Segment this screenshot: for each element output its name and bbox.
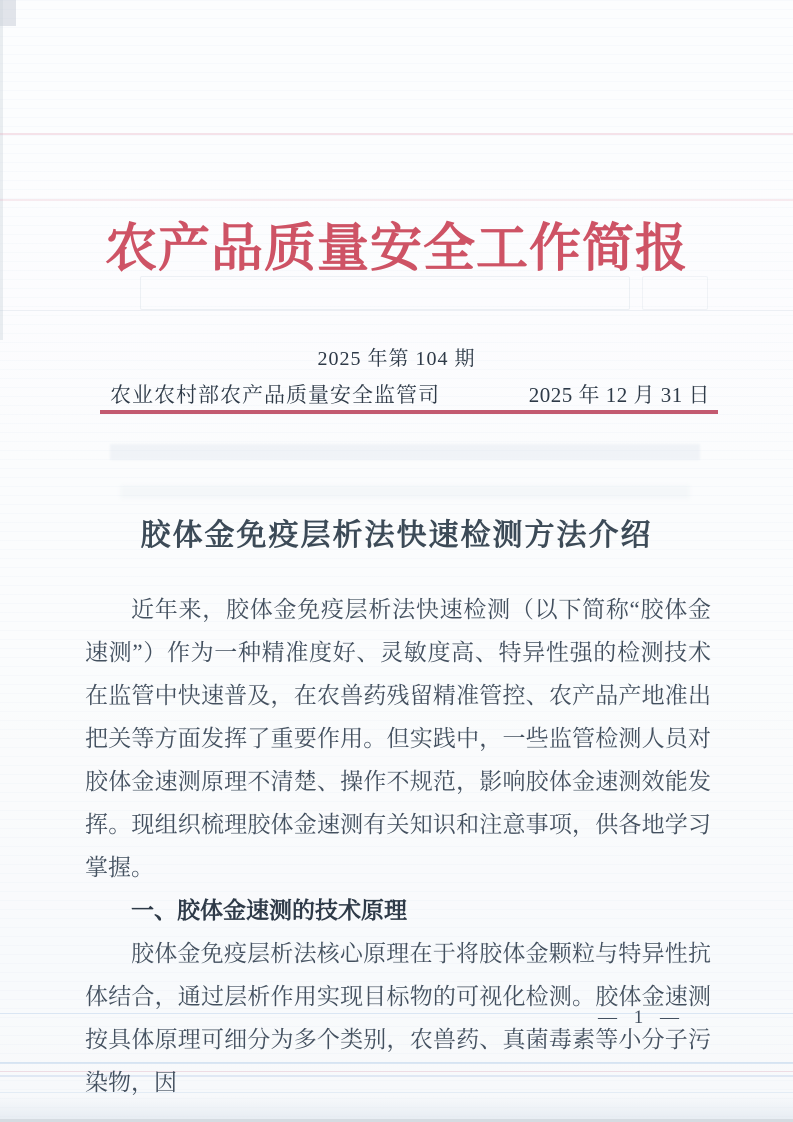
bleedthrough-text-smear [110, 444, 700, 460]
bulletin-title: 农产品质量安全工作简报 [104, 221, 688, 278]
section1-paragraph: 胶体金免疫层析法核心原理在于将胶体金颗粒与特异性抗体结合，通过层析作用实现目标物的可视化检测。胶体金速测按具体原理可细分为多个类别，农兽药、真菌毒素等小分子污染物，因 [85, 941, 711, 1095]
scan-streak-line [0, 133, 793, 135]
intro-paragraph: 近年来，胶体金免疫层析法快速检测（以下简称“胶体金速测”）作为一种精准度好、灵敏度高、特异性强的检测技术在监管中快速普及，在农兽药残留精准管控、农产品产地准出把关等方面发挥了重要作用。但实践中，一些监管检测人员对胶体金速测原理不清楚、操作不规范，影响胶体金速测效能发挥。现组织梳理胶体金速测有关知识和注意事项，供各地学习掌握。 [85, 597, 711, 880]
publication-date: 2025 年 12 月 31 日 [528, 383, 710, 407]
section1-heading: 一、胶体金速测的技术原理 [131, 898, 407, 923]
article-title: 胶体金免疫层析法快速检测方法介绍 [140, 519, 653, 552]
bleedthrough-box [140, 276, 630, 310]
bleedthrough-box [642, 276, 708, 310]
scan-edge-shadow [0, 0, 3, 340]
masthead-rule [100, 410, 718, 414]
scan-streak-line [0, 310, 793, 311]
issue-number: 2025 年第 104 期 [317, 348, 476, 370]
bleedthrough-text-smear [120, 485, 690, 499]
page-number: — 1 — [598, 1007, 681, 1028]
scan-corner-shadow [0, 0, 16, 26]
publisher-name: 农业农村部农产品质量安全监管司 [110, 383, 440, 407]
publisher-row [110, 379, 710, 409]
scan-streak-line [0, 199, 793, 201]
